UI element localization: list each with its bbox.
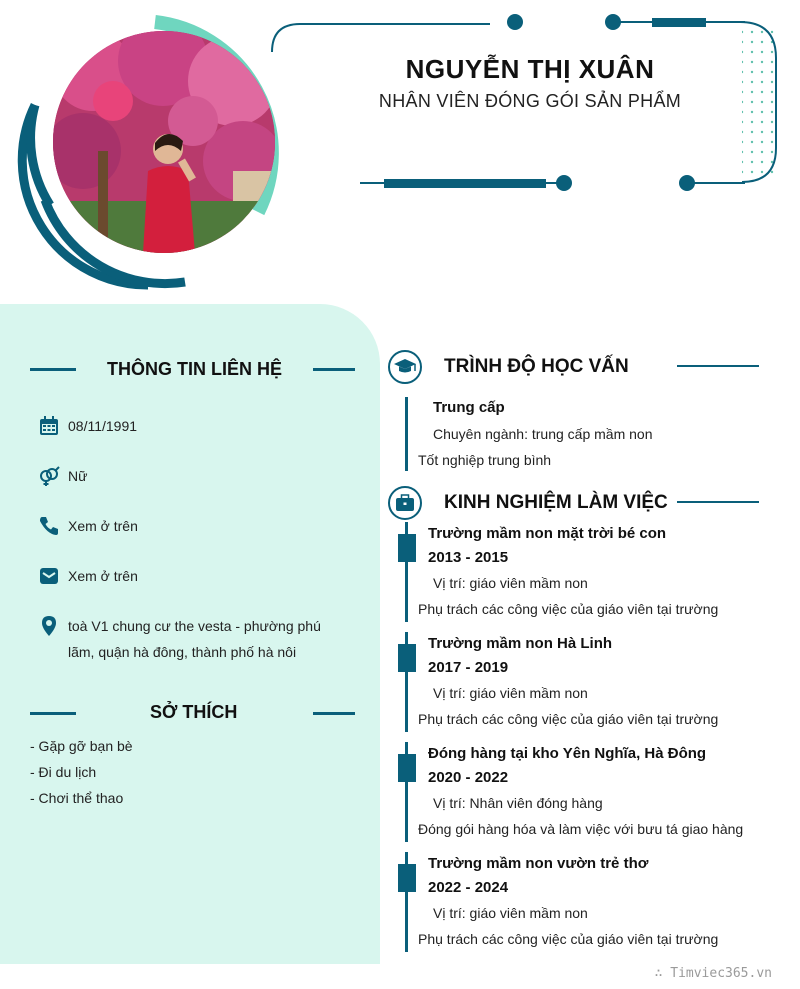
education-major: Chuyên ngành: trung cấp mầm non (433, 426, 653, 442)
watermark: ∴ Timviec365.vn (654, 966, 772, 981)
graduation-cap-icon (390, 352, 420, 382)
contact-dob (38, 415, 328, 439)
contact-email-text: Xem ở trên (68, 568, 138, 584)
job-marker (398, 644, 416, 672)
experience-heading-line (677, 501, 759, 503)
job-description: Phụ trách các công việc của giáo viên tại trường (418, 931, 719, 947)
education-icon-badge (388, 350, 422, 384)
contact-gender (38, 465, 328, 489)
calendar-icon (38, 415, 60, 437)
profile-photo (53, 31, 275, 253)
phone-icon (38, 515, 60, 537)
contact-dob-text: 08/11/1991 (68, 418, 138, 434)
hobby-item: - Đi du lịch (30, 764, 97, 780)
job-description: Phụ trách các công việc của giáo viên tại trường (418, 601, 719, 617)
contact-heading-line-right (313, 368, 355, 371)
hobby-heading-line-left (30, 712, 76, 715)
experience-icon-badge (388, 486, 422, 520)
job-period: 2017 - 2019 (428, 659, 509, 676)
candidate-name: NGUYỄN THỊ XUÂN (405, 54, 655, 84)
job-period: 2013 - 2015 (428, 549, 509, 566)
location-pin-icon (38, 615, 60, 637)
contact-heading-line-left (30, 368, 76, 371)
hobby-item: - Gặp gỡ bạn bè (30, 738, 133, 754)
job-position: Vị trí: Nhân viên đóng hàng (433, 795, 603, 811)
job-marker (398, 864, 416, 892)
email-icon (38, 565, 60, 587)
contact-gender-text: Nữ (68, 468, 88, 484)
job-period: 2022 - 2024 (428, 879, 509, 896)
contact-phone-text: Xem ở trên (68, 518, 138, 534)
contact-phone (38, 515, 328, 539)
job-company: Trường mầm non Hà Linh (428, 635, 613, 652)
education-level: Trung cấp (433, 399, 505, 416)
job-period: 2020 - 2022 (428, 769, 509, 786)
job-position: Vị trí: giáo viên mầm non (433, 905, 588, 921)
contact-email (38, 565, 328, 589)
job-description: Đóng gói hàng hóa và làm việc với bưu tá giao hàng (418, 821, 744, 837)
education-heading-line (677, 365, 759, 367)
briefcase-icon (390, 488, 420, 518)
candidate-role: NHÂN VIÊN ĐÓNG GÓI SẢN PHẨM (378, 91, 682, 111)
job-company: Trường mầm non mặt trời bé con (428, 525, 667, 542)
hobby-heading: SỞ THÍCH (150, 702, 238, 722)
contact-heading: THÔNG TIN LIÊN HỆ (107, 359, 282, 379)
education-heading: TRÌNH ĐỘ HỌC VẤN (444, 356, 629, 377)
job-company: Đóng hàng tại kho Yên Nghĩa, Hà Đông (428, 745, 707, 762)
education-timeline (405, 397, 408, 471)
job-company: Trường mầm non vườn trẻ thơ (428, 855, 649, 872)
gender-icon (38, 465, 60, 487)
hobby-heading-line-right (313, 712, 355, 715)
contact-address (38, 615, 328, 665)
education-grade: Tốt nghiệp trung bình (418, 452, 552, 468)
hobby-item: - Chơi thể thao (30, 790, 124, 806)
job-position: Vị trí: giáo viên mầm non (433, 685, 588, 701)
job-description: Phụ trách các công việc của giáo viên tại trường (418, 711, 719, 727)
contact-address-text: toà V1 chung cư the vesta - phường phú lãm, quận hà đông, thành phố hà nôi (68, 618, 321, 660)
job-marker (398, 754, 416, 782)
experience-heading: KINH NGHIỆM LÀM VIỆC (444, 492, 668, 513)
job-marker (398, 534, 416, 562)
job-position: Vị trí: giáo viên mầm non (433, 575, 588, 591)
